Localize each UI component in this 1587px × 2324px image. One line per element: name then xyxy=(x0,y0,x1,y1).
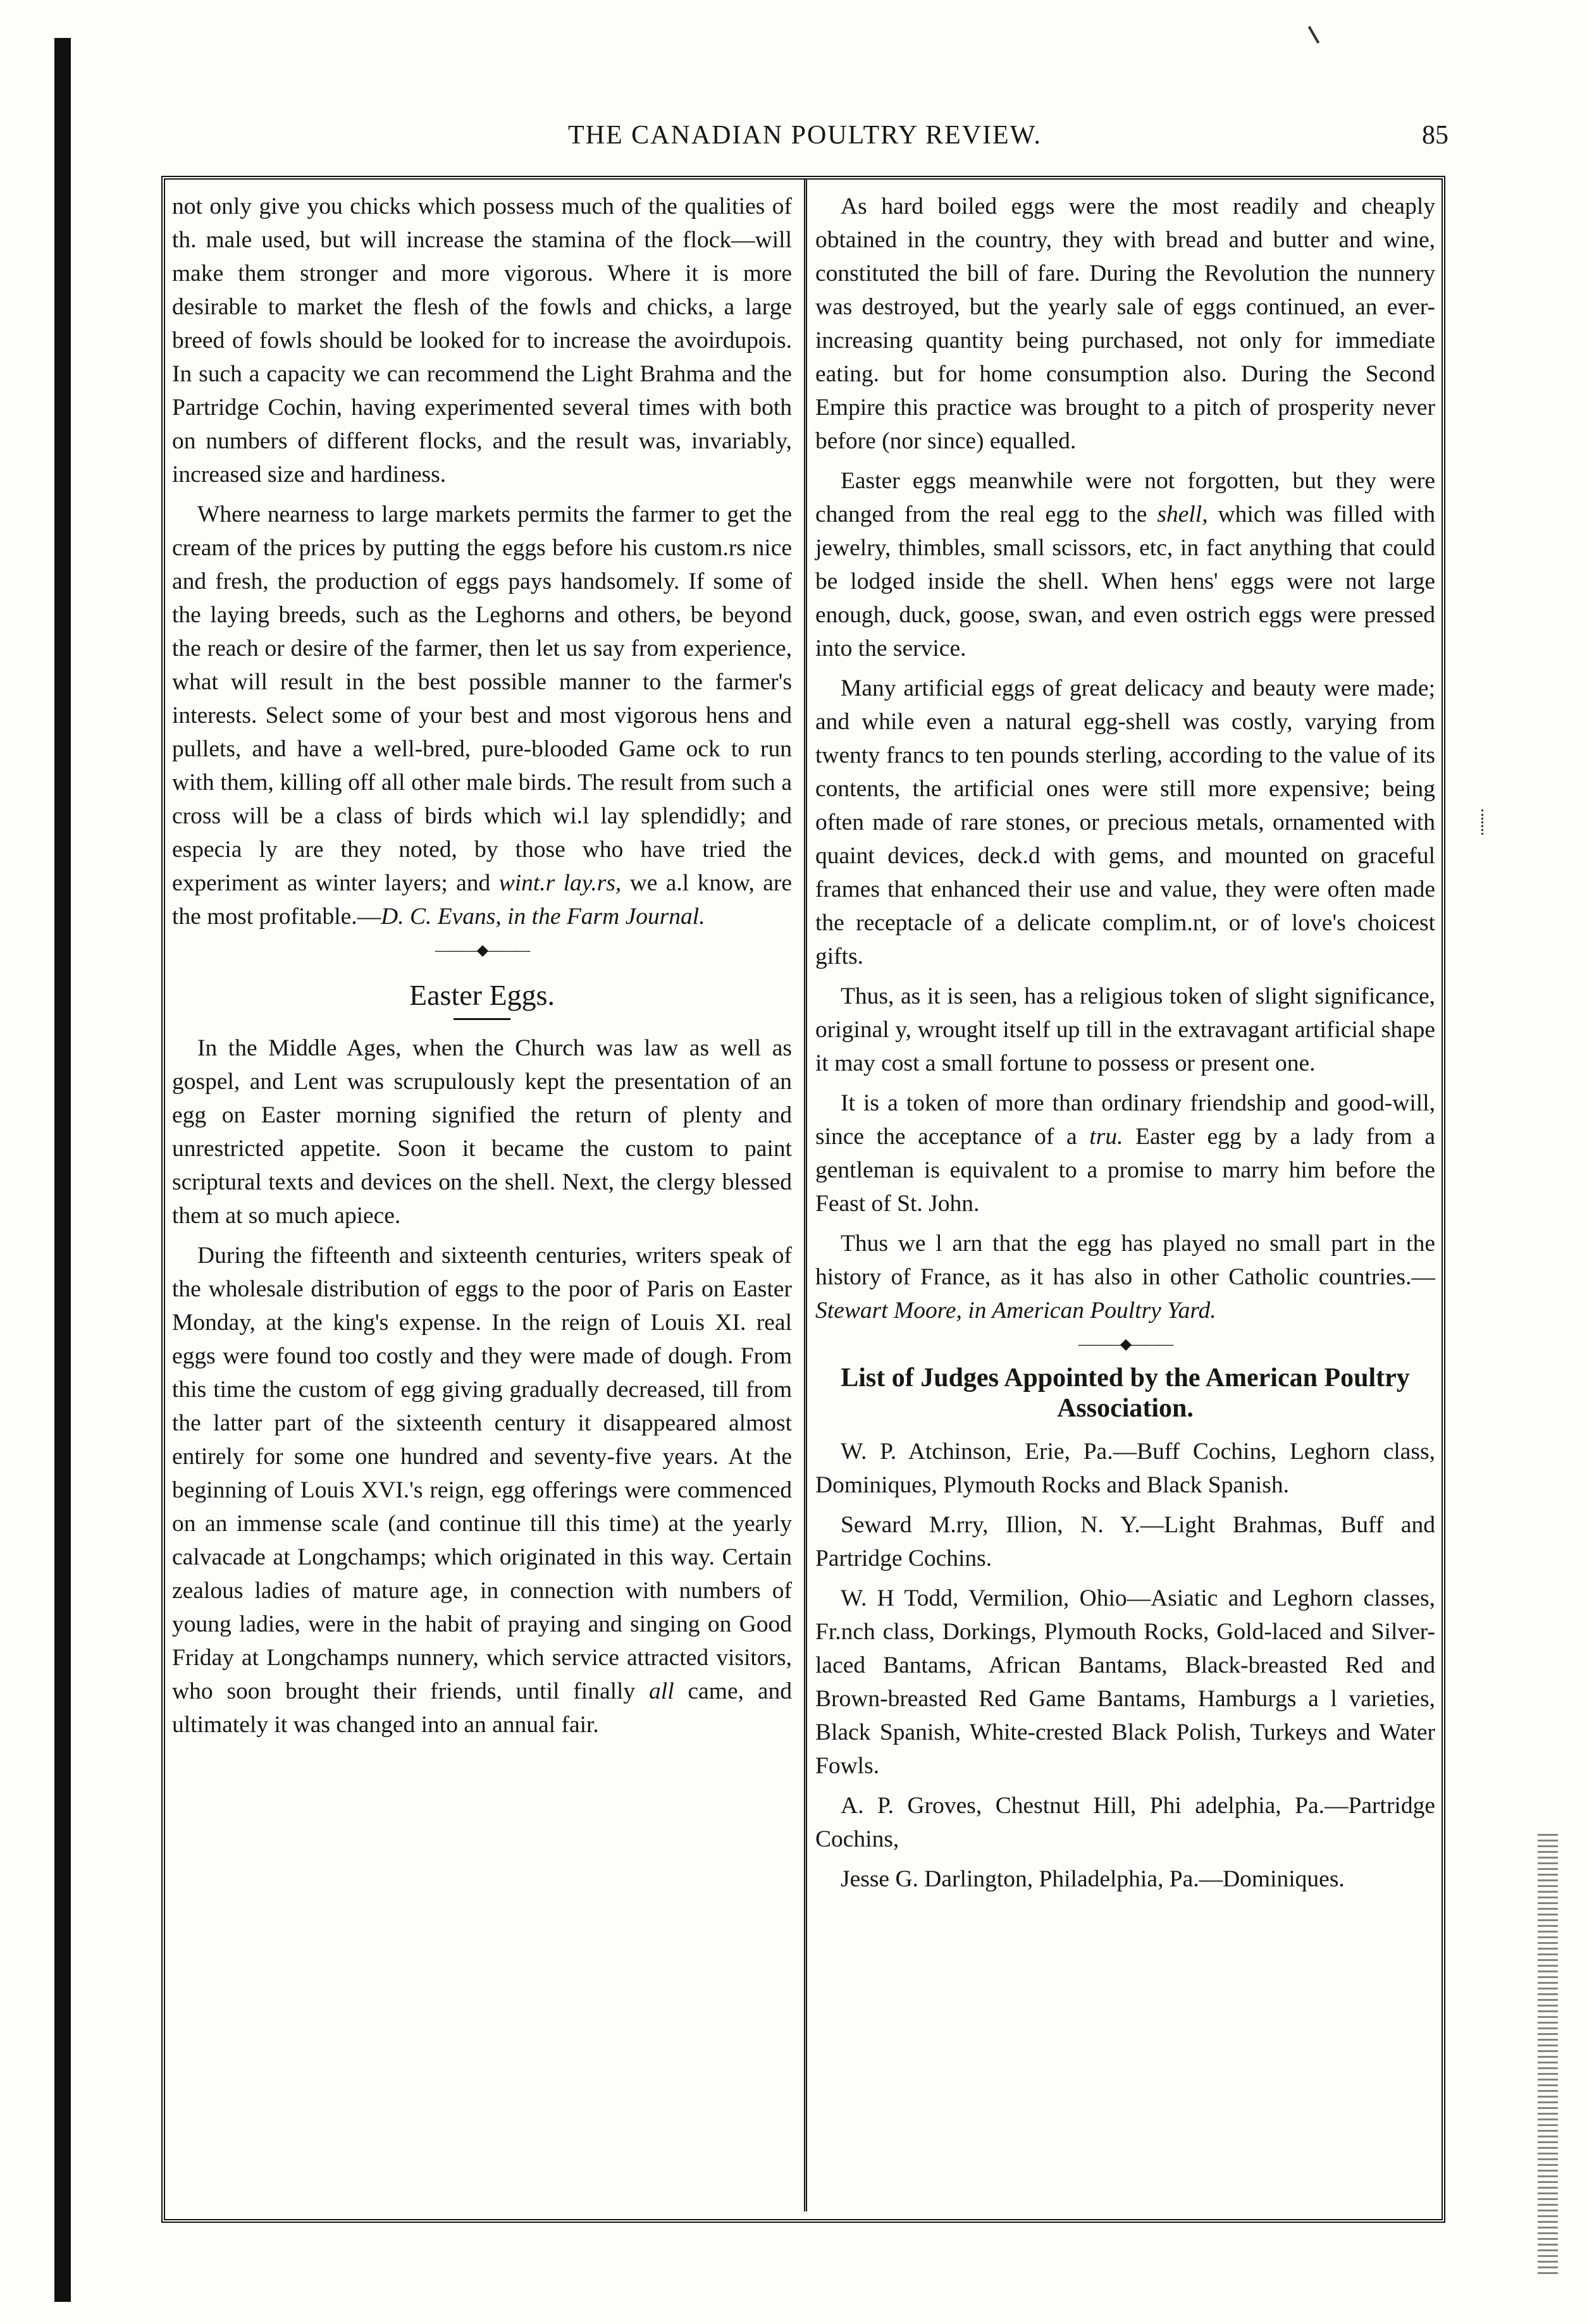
judge-entry: Jesse G. Darlington, Philadelphia, Pa.—Dominiques. xyxy=(841,1866,1345,1892)
left-column xyxy=(172,190,792,1748)
paragraph xyxy=(172,1239,792,1742)
paragraph: not only give you chicks which possess much of the qualities of th. male used, but will increase the stamina of the flock—will make them stronger and more vigorous. Where it is more desirable to market the flesh of the fowls and chicks, a large breed of fowls should be looked for to increase the avoirdupois. In such a capacity we can recommend the Light Brahma and the Partridge Cochin, having experimented several times with both on numbers of different flocks, and the result was, invariably, increased size and hardiness. xyxy=(172,194,792,488)
paragraph: Many artificial eggs of great delicacy and beauty were made; and while even a natural egg-shell was costly, varying from twenty francs to ten pounds sterling, according to the value of its contents, the artificial ones were still more expensive; being often made of rare stones, or precious metals, ornamented with quaint devices, deck.d with gems, and mounted on graceful frames that enhanced their use and value, they were often made the receptacle of a delicate complim.nt, or of love's choicest gifts. xyxy=(815,675,1435,969)
paragraph-text: which was filled with jewelry, thimbles, small scissors, etc, in fact anything that could be lodged inside the shell. When hens' eggs were not large enough, duck, goose, swan, and even ostrich eggs were pressed into the service. xyxy=(815,501,1436,661)
section-separator: ———◆——— xyxy=(1078,1336,1173,1353)
running-header xyxy=(161,120,1448,164)
paragraph-text: Easter eggs meanwhile were not forgotten, but they were changed from the real egg to the xyxy=(815,468,1435,527)
binding-edge xyxy=(54,38,71,2302)
section-separator: ———◆——— xyxy=(435,942,529,959)
italic-word: shell, xyxy=(1157,501,1208,527)
article-title: List of Judges Appointed by the American Poultry Association. xyxy=(841,1363,1410,1423)
paragraph-text: Where nearness to large markets permits the farmer to get the cream of the prices by putting the eggs before his custom.rs nice and fresh, the production of eggs pays handsomely. If some of the laying breeds, such as the Leghorns and others, be beyond the reach or desire of the farmer, then let us say from experience, what will result in the best possible manner to the farmer's interests. Select some of your best and most vigorous hens and pullets, and have a well-bred, pure-blooded Game ock to run with them, killing off all other male birds. The result from such a cross will be a class of birds which wi.l lay splendidly; and especia ly are they noted, by those who have tried the experiment as winter layers; and xyxy=(172,501,792,896)
article-title: Easter Eggs. xyxy=(409,979,555,1011)
column-divider xyxy=(804,180,807,2211)
article-credit: Stewart Moore, in American Poultry Yard. xyxy=(815,1298,1216,1324)
italic-word: all xyxy=(649,1678,674,1704)
article-credit: D. C. Evans, in the Farm Journal. xyxy=(381,904,705,930)
judge-entry: W. P. Atchinson, Erie, Pa.—Buff Cochins, Leghorn class, Dominiques, Plymouth Rocks and Black Spanish. xyxy=(815,1439,1435,1498)
paragraph-text: Easter egg by a lady from a gentleman is equivalent to a promise to marry him before the Feast of St. John. xyxy=(815,1124,1435,1217)
page-edge-noise xyxy=(1538,1834,1558,2277)
judge-entry: Seward M.rry, Illion, N. Y.—Light Brahmas, Buff and Partridge Cochins. xyxy=(815,1512,1435,1571)
paragraph xyxy=(815,1227,1435,1327)
judge-entry: A. P. Groves, Chestnut Hill, Phi adelphia, Pa.—Partridge Cochins, xyxy=(815,1793,1435,1852)
paragraph-text: During the fifteenth and sixteenth centuries, writers speak of the wholesale distribution of eggs to the poor of Paris on Easter Monday, at the king's expense. In the reign of Louis XI. real eggs were found too costly and they were made of dough. From this time the custom of egg giving gradually decreased, till from the latter part of the sixteenth century it disappeared almost entirely for some one hundred and seventy-five years. At the beginning of Louis XVI.'s reign, egg offerings were commenced on an immense scale (and continue till this time) at the yearly calvacade at Longchamps; which originated in this way. Certain zealous ladies of mature age, in connection with numbers of young ladies, were in the habit of praying and singing on Good Friday at Longchamps nunnery, which service attracted visitors, who soon brought their friends, until finally xyxy=(172,1243,792,1704)
paragraph: In the Middle Ages, when the Church was law as well as gospel, and Lent was scrupulously kept the presentation of an egg on Easter morning signified the return of plenty and unrestricted appetite. Soon it became the custom to paint scriptural texts and devices on the shell. Next, the clergy blessed them at so much apiece. xyxy=(172,1035,792,1229)
publication-title: THE CANADIAN POULTRY REVIEW. xyxy=(568,121,1042,150)
paragraph: As hard boiled eggs were the most readily and cheaply obtained in the country, they with bread and butter and wine, constituted the bill of fare. During the Revolution the nunnery was destroyed, but the yearly sale of eggs continued, an ever-increasing quantity being purchased, not only for immediate eating. but for home consumption also. During the Second Empire this practice was brought to a pitch of prosperity never before (nor since) equalled. xyxy=(815,194,1435,454)
title-rule xyxy=(454,1018,510,1020)
paragraph xyxy=(815,1086,1435,1220)
scan-mark xyxy=(1308,26,1319,44)
right-column xyxy=(815,190,1435,1902)
page-number: 85 xyxy=(1422,121,1448,150)
paragraph xyxy=(172,498,792,933)
judge-entry: W. H Todd, Vermilion, Ohio—Asiatic and Leghorn classes, Fr.nch class, Dorkings, Plymouth Rocks, Gold-laced and Silver-laced Bantams, African Bantams, Black-breasted Red and Brown-breasted Red Game Bantams, Hamburgs a l varieties, Black Spanish, White-crested Black Polish, Turkeys and Water Fowls. xyxy=(815,1585,1435,1779)
paragraph-text: came, and ultimately it was changed into an annual fair. xyxy=(172,1678,793,1738)
paragraph-text: Thus we l arn that the egg has played no small part in the history of France, as it has also in other Catholic countries.— xyxy=(815,1231,1435,1290)
paragraph-text: we a.l know, are the most profitable.— xyxy=(172,870,793,930)
paragraph xyxy=(815,464,1435,665)
paragraph: Thus, as it is seen, has a religious token of slight significance, original y, wrought itself up till in the extravagant artificial shape it may cost a small fortune to possess or present one. xyxy=(815,983,1435,1076)
paragraph-text: It is a token of more than ordinary friendship and good-will, since the acceptance of a xyxy=(815,1090,1435,1150)
margin-marks xyxy=(1481,809,1492,835)
italic-phrase: wint.r lay.rs, xyxy=(498,870,622,896)
italic-word: tru. xyxy=(1089,1124,1123,1150)
